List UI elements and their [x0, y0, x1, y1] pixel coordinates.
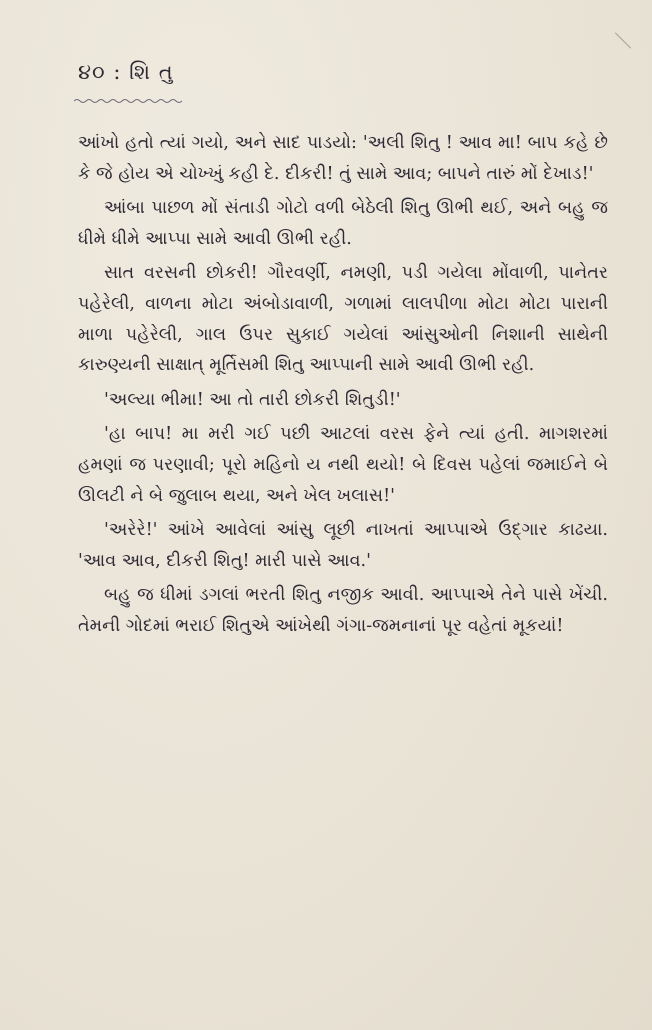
paragraph: 'હા બાપ! મા મરી ગઈ પછી આટલાં વરસ ફેને ત્યાં હતી. માગશરમાં હમણાં જ પરણાવી; પૂરો મહિનો ય નથી થયો! બે દિવસ પહેલાં જમાઈને બે ઊલટી ને બે જુલાબ થયા, અને ખેલ ખલાસ!' — [78, 424, 608, 506]
header-wavy-underline — [74, 98, 184, 104]
paragraph: 'અલ્યા ભીમા! આ તો તારી છોકરી શિતુડી!' — [104, 389, 401, 410]
paragraph: બહુ જ ધીમાં ડગલાં ભરતી શિતુ નજીક આવી. આપ્પાએ તેને પાસે ખેંચી. તેમની ગોદમાં ભરાઈ શિતુએ આંખેથી ગંગા-જમનાનાં પૂર વહેતાં મૂકયાં! — [78, 585, 608, 636]
page-corner-mark — [615, 32, 631, 48]
paragraph: આંબા પાછળ મોં સંતાડી ગોટો વળી બેઠેલી શિતુ ઊભી થઈ, અને બહુ જ ધીમે ધીમે આપ્પા સામે આવી ઊભી રહી. — [78, 198, 608, 249]
paragraph: સાત વરસની છોકરી! ગૌરવર્ણી, નમણી, પડી ગયેલા મોંવાળી, પાનેતર પહેરેલી, વાળના મોટા અંબોડાવાળી, ગળામાં લાલપીળા મોટા મોટા પારાની માળા પહેરેલી, ગાલ ઉપર સુકાઈ ગયેલાં આંસુઓની નિશાની સાથેની કારુણ્યની સાક્ષાત્ મૂર્તિસમી શિતુ આપ્પાની સામે આવી ઊભી રહી. — [78, 263, 608, 376]
body-text — [78, 128, 608, 646]
paragraph: 'અરેરે!' આંખે આવેલાં આંસુ લૂછી નાખતાં આપ્પાએ ઉદ્ગાર કાઢયા. 'આવ આવ, દીકરી શિતુ! મારી પાસે આવ.' — [78, 520, 608, 571]
paragraph: આંખો હતો ત્યાં ગયો, અને સાદ પાડયો: 'અલી શિતુ ! આવ મા! બાપ કહે છે કે જે હોય એ ચોખ્ખું કહી દે. દીકરી! તું સામે આવ; બાપને તારું મોં દેખાડ!' — [78, 133, 608, 184]
page-header: ૪૦ : શિ તુ — [78, 60, 174, 84]
